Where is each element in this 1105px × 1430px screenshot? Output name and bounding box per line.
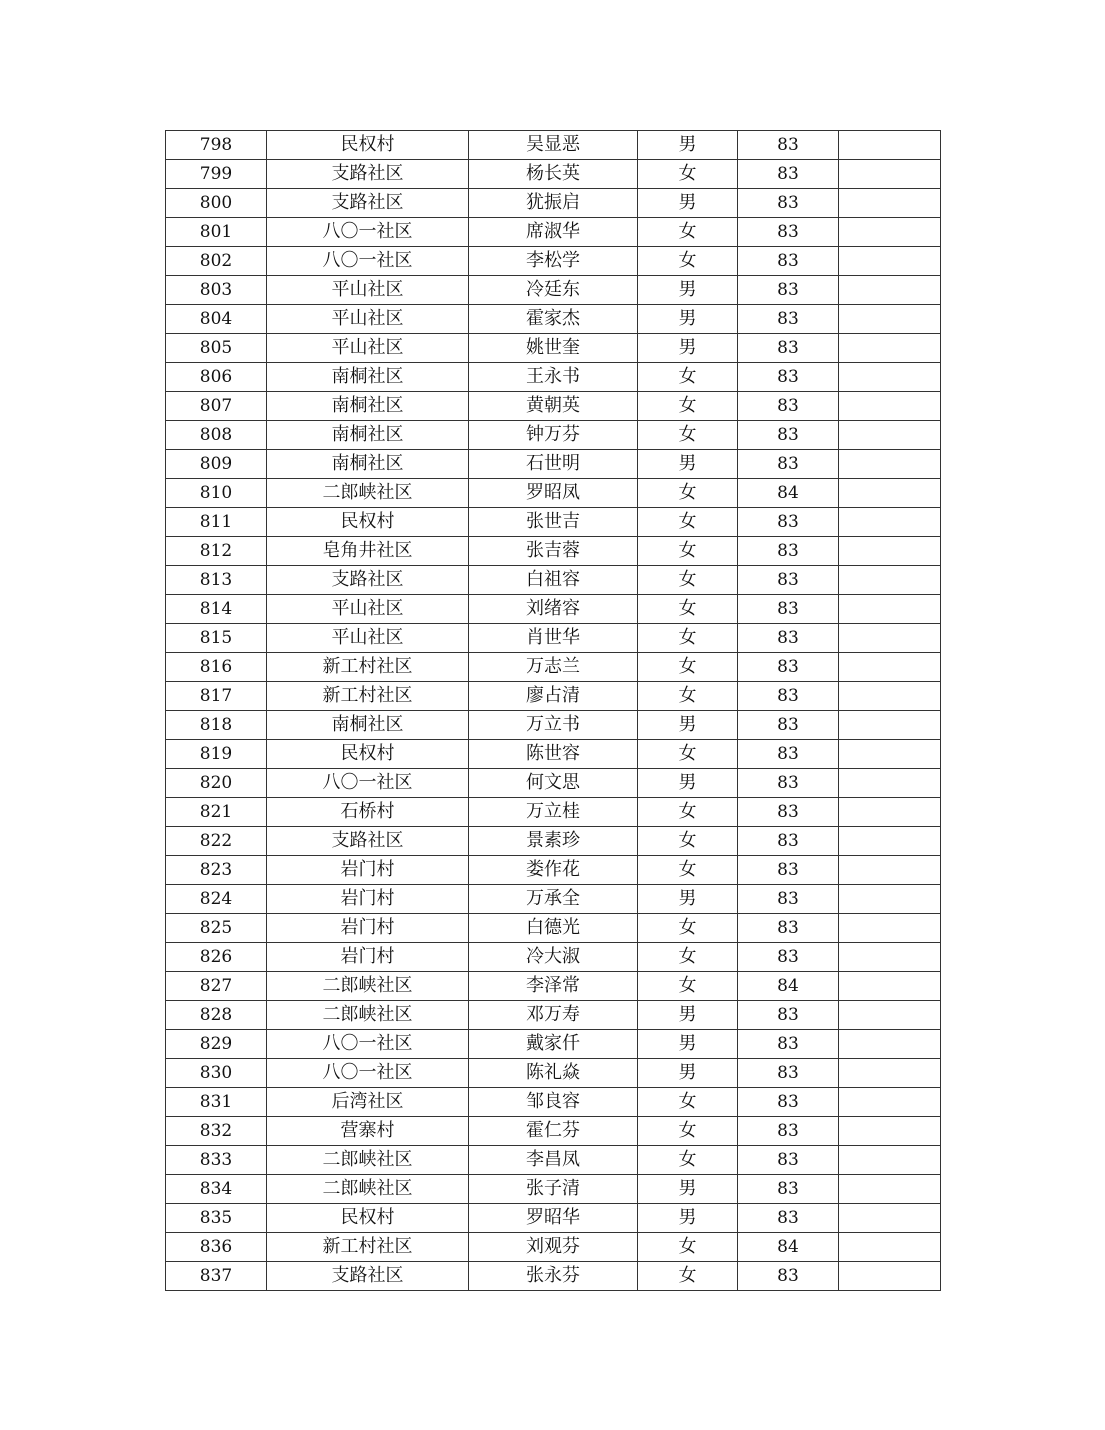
- cell-person-name: 霍家杰: [469, 305, 638, 334]
- cell-serial-number: 822: [166, 827, 267, 856]
- cell-person-name: 何文思: [469, 769, 638, 798]
- cell-age: 83: [738, 334, 839, 363]
- cell-gender: 男: [638, 276, 738, 305]
- cell-gender: 男: [638, 1059, 738, 1088]
- cell-community: 皂角井社区: [267, 537, 469, 566]
- cell-age: 83: [738, 218, 839, 247]
- table-row: [166, 218, 941, 247]
- cell-person-name: 吴显恶: [469, 131, 638, 160]
- cell-person-name: 万立书: [469, 711, 638, 740]
- cell-serial-number: 833: [166, 1146, 267, 1175]
- cell-person-name: 李昌凤: [469, 1146, 638, 1175]
- cell-age: 83: [738, 450, 839, 479]
- cell-age: 83: [738, 1117, 839, 1146]
- cell-remark: [839, 392, 941, 421]
- table-row: [166, 624, 941, 653]
- cell-age: 83: [738, 1030, 839, 1059]
- cell-serial-number: 802: [166, 247, 267, 276]
- cell-remark: [839, 711, 941, 740]
- cell-person-name: 景素珍: [469, 827, 638, 856]
- cell-remark: [839, 740, 941, 769]
- cell-gender: 女: [638, 508, 738, 537]
- cell-serial-number: 816: [166, 653, 267, 682]
- cell-remark: [839, 247, 941, 276]
- table-row: [166, 885, 941, 914]
- cell-serial-number: 815: [166, 624, 267, 653]
- table-row: [166, 1204, 941, 1233]
- cell-gender: 男: [638, 1204, 738, 1233]
- cell-serial-number: 799: [166, 160, 267, 189]
- table-row: [166, 450, 941, 479]
- cell-serial-number: 805: [166, 334, 267, 363]
- cell-community: 民权村: [267, 131, 469, 160]
- roster-table-body: [166, 131, 941, 1291]
- cell-community: 新工村社区: [267, 682, 469, 711]
- cell-person-name: 石世明: [469, 450, 638, 479]
- cell-community: 二郎峡社区: [267, 1175, 469, 1204]
- cell-age: 84: [738, 972, 839, 1001]
- cell-remark: [839, 624, 941, 653]
- cell-remark: [839, 653, 941, 682]
- table-row: [166, 1001, 941, 1030]
- table-row: [166, 653, 941, 682]
- cell-age: 83: [738, 769, 839, 798]
- cell-remark: [839, 537, 941, 566]
- cell-person-name: 邹良容: [469, 1088, 638, 1117]
- cell-age: 83: [738, 798, 839, 827]
- cell-gender: 女: [638, 856, 738, 885]
- cell-gender: 女: [638, 1233, 738, 1262]
- cell-serial-number: 834: [166, 1175, 267, 1204]
- cell-gender: 女: [638, 972, 738, 1001]
- table-row: [166, 247, 941, 276]
- cell-serial-number: 814: [166, 595, 267, 624]
- cell-person-name: 黄朝英: [469, 392, 638, 421]
- table-row: [166, 769, 941, 798]
- cell-community: 二郎峡社区: [267, 972, 469, 1001]
- cell-age: 83: [738, 682, 839, 711]
- cell-gender: 女: [638, 827, 738, 856]
- cell-remark: [839, 682, 941, 711]
- table-row: [166, 740, 941, 769]
- cell-community: 支路社区: [267, 1262, 469, 1291]
- table-row: [166, 711, 941, 740]
- table-row: [166, 914, 941, 943]
- cell-gender: 男: [638, 131, 738, 160]
- cell-remark: [839, 334, 941, 363]
- table-row: [166, 1146, 941, 1175]
- table-row: [166, 189, 941, 218]
- cell-person-name: 张子清: [469, 1175, 638, 1204]
- cell-age: 83: [738, 653, 839, 682]
- cell-serial-number: 826: [166, 943, 267, 972]
- table-row: [166, 537, 941, 566]
- cell-community: 南桐社区: [267, 450, 469, 479]
- cell-age: 83: [738, 1204, 839, 1233]
- cell-community: 平山社区: [267, 305, 469, 334]
- cell-age: 83: [738, 827, 839, 856]
- cell-community: 支路社区: [267, 566, 469, 595]
- cell-community: 支路社区: [267, 189, 469, 218]
- cell-community: 民权村: [267, 1204, 469, 1233]
- cell-remark: [839, 856, 941, 885]
- cell-gender: 女: [638, 595, 738, 624]
- cell-gender: 男: [638, 1030, 738, 1059]
- cell-remark: [839, 885, 941, 914]
- cell-remark: [839, 508, 941, 537]
- cell-community: 八〇一社区: [267, 247, 469, 276]
- cell-serial-number: 813: [166, 566, 267, 595]
- cell-serial-number: 828: [166, 1001, 267, 1030]
- cell-serial-number: 831: [166, 1088, 267, 1117]
- cell-serial-number: 804: [166, 305, 267, 334]
- table-row: [166, 131, 941, 160]
- cell-person-name: 李松学: [469, 247, 638, 276]
- cell-community: 岩门村: [267, 943, 469, 972]
- cell-age: 84: [738, 479, 839, 508]
- roster-table: [165, 130, 941, 1291]
- cell-gender: 女: [638, 914, 738, 943]
- cell-age: 83: [738, 856, 839, 885]
- cell-serial-number: 824: [166, 885, 267, 914]
- cell-serial-number: 806: [166, 363, 267, 392]
- table-row: [166, 856, 941, 885]
- cell-community: 支路社区: [267, 160, 469, 189]
- cell-person-name: 霍仁芬: [469, 1117, 638, 1146]
- cell-gender: 女: [638, 943, 738, 972]
- table-row: [166, 508, 941, 537]
- cell-age: 83: [738, 1175, 839, 1204]
- cell-age: 83: [738, 1001, 839, 1030]
- cell-gender: 女: [638, 247, 738, 276]
- cell-serial-number: 827: [166, 972, 267, 1001]
- cell-gender: 女: [638, 1262, 738, 1291]
- cell-gender: 男: [638, 334, 738, 363]
- cell-remark: [839, 595, 941, 624]
- cell-serial-number: 817: [166, 682, 267, 711]
- table-row: [166, 1175, 941, 1204]
- cell-person-name: 万志兰: [469, 653, 638, 682]
- table-row: [166, 160, 941, 189]
- cell-age: 83: [738, 624, 839, 653]
- cell-person-name: 罗昭华: [469, 1204, 638, 1233]
- cell-gender: 女: [638, 740, 738, 769]
- cell-gender: 男: [638, 1175, 738, 1204]
- cell-serial-number: 807: [166, 392, 267, 421]
- cell-gender: 女: [638, 160, 738, 189]
- table-row: [166, 595, 941, 624]
- cell-remark: [839, 798, 941, 827]
- cell-gender: 女: [638, 566, 738, 595]
- cell-serial-number: 809: [166, 450, 267, 479]
- cell-community: 新工村社区: [267, 1233, 469, 1262]
- cell-gender: 男: [638, 1001, 738, 1030]
- table-row: [166, 827, 941, 856]
- cell-remark: [839, 1233, 941, 1262]
- cell-remark: [839, 943, 941, 972]
- cell-person-name: 戴家仟: [469, 1030, 638, 1059]
- cell-community: 南桐社区: [267, 392, 469, 421]
- cell-community: 营寨村: [267, 1117, 469, 1146]
- cell-gender: 男: [638, 769, 738, 798]
- cell-person-name: 白祖容: [469, 566, 638, 595]
- cell-age: 83: [738, 1088, 839, 1117]
- cell-person-name: 廖占清: [469, 682, 638, 711]
- cell-serial-number: 823: [166, 856, 267, 885]
- cell-person-name: 张吉蓉: [469, 537, 638, 566]
- cell-community: 新工村社区: [267, 653, 469, 682]
- cell-gender: 女: [638, 537, 738, 566]
- cell-remark: [839, 363, 941, 392]
- cell-serial-number: 836: [166, 1233, 267, 1262]
- cell-remark: [839, 189, 941, 218]
- cell-serial-number: 825: [166, 914, 267, 943]
- cell-remark: [839, 1175, 941, 1204]
- cell-community: 岩门村: [267, 856, 469, 885]
- cell-serial-number: 818: [166, 711, 267, 740]
- cell-age: 83: [738, 885, 839, 914]
- cell-gender: 女: [638, 624, 738, 653]
- cell-serial-number: 798: [166, 131, 267, 160]
- cell-remark: [839, 131, 941, 160]
- cell-community: 平山社区: [267, 595, 469, 624]
- cell-gender: 女: [638, 363, 738, 392]
- cell-remark: [839, 1030, 941, 1059]
- cell-serial-number: 835: [166, 1204, 267, 1233]
- cell-age: 83: [738, 392, 839, 421]
- cell-serial-number: 819: [166, 740, 267, 769]
- cell-community: 二郎峡社区: [267, 1001, 469, 1030]
- cell-person-name: 娄作花: [469, 856, 638, 885]
- cell-person-name: 钟万芬: [469, 421, 638, 450]
- table-row: [166, 1030, 941, 1059]
- cell-remark: [839, 827, 941, 856]
- cell-age: 83: [738, 566, 839, 595]
- cell-community: 八〇一社区: [267, 1059, 469, 1088]
- cell-gender: 女: [638, 218, 738, 247]
- cell-remark: [839, 218, 941, 247]
- cell-person-name: 冷大淑: [469, 943, 638, 972]
- table-row: [166, 798, 941, 827]
- cell-age: 83: [738, 595, 839, 624]
- cell-gender: 男: [638, 885, 738, 914]
- cell-age: 83: [738, 131, 839, 160]
- cell-age: 84: [738, 1233, 839, 1262]
- cell-community: 南桐社区: [267, 711, 469, 740]
- table-row: [166, 566, 941, 595]
- cell-gender: 男: [638, 450, 738, 479]
- table-row: [166, 1088, 941, 1117]
- cell-remark: [839, 450, 941, 479]
- cell-age: 83: [738, 160, 839, 189]
- cell-remark: [839, 305, 941, 334]
- cell-community: 八〇一社区: [267, 769, 469, 798]
- cell-community: 支路社区: [267, 827, 469, 856]
- cell-person-name: 陈世容: [469, 740, 638, 769]
- cell-serial-number: 830: [166, 1059, 267, 1088]
- cell-remark: [839, 1088, 941, 1117]
- cell-gender: 女: [638, 421, 738, 450]
- cell-person-name: 刘绪容: [469, 595, 638, 624]
- table-row: [166, 1262, 941, 1291]
- cell-serial-number: 811: [166, 508, 267, 537]
- cell-age: 83: [738, 537, 839, 566]
- table-row: [166, 276, 941, 305]
- cell-remark: [839, 769, 941, 798]
- cell-age: 83: [738, 943, 839, 972]
- cell-gender: 男: [638, 305, 738, 334]
- table-row: [166, 479, 941, 508]
- cell-gender: 男: [638, 189, 738, 218]
- table-row: [166, 943, 941, 972]
- cell-person-name: 张永芬: [469, 1262, 638, 1291]
- cell-person-name: 冷廷东: [469, 276, 638, 305]
- cell-remark: [839, 1059, 941, 1088]
- cell-serial-number: 829: [166, 1030, 267, 1059]
- cell-serial-number: 837: [166, 1262, 267, 1291]
- cell-person-name: 罗昭凤: [469, 479, 638, 508]
- cell-person-name: 李泽常: [469, 972, 638, 1001]
- table-row: [166, 1059, 941, 1088]
- cell-serial-number: 832: [166, 1117, 267, 1146]
- table-row: [166, 682, 941, 711]
- cell-community: 民权村: [267, 508, 469, 537]
- cell-person-name: 邓万寿: [469, 1001, 638, 1030]
- table-row: [166, 392, 941, 421]
- cell-remark: [839, 276, 941, 305]
- cell-remark: [839, 566, 941, 595]
- cell-community: 石桥村: [267, 798, 469, 827]
- cell-age: 83: [738, 711, 839, 740]
- cell-remark: [839, 421, 941, 450]
- cell-person-name: 万承全: [469, 885, 638, 914]
- cell-person-name: 席淑华: [469, 218, 638, 247]
- cell-gender: 女: [638, 1117, 738, 1146]
- cell-person-name: 陈礼焱: [469, 1059, 638, 1088]
- cell-gender: 女: [638, 653, 738, 682]
- cell-age: 83: [738, 740, 839, 769]
- cell-age: 83: [738, 1146, 839, 1175]
- cell-age: 83: [738, 189, 839, 218]
- cell-person-name: 杨长英: [469, 160, 638, 189]
- cell-remark: [839, 914, 941, 943]
- cell-gender: 男: [638, 711, 738, 740]
- cell-serial-number: 801: [166, 218, 267, 247]
- cell-age: 83: [738, 363, 839, 392]
- cell-gender: 女: [638, 1088, 738, 1117]
- cell-person-name: 王永书: [469, 363, 638, 392]
- cell-person-name: 犹振启: [469, 189, 638, 218]
- cell-community: 后湾社区: [267, 1088, 469, 1117]
- cell-serial-number: 821: [166, 798, 267, 827]
- table-row: [166, 1117, 941, 1146]
- cell-remark: [839, 1204, 941, 1233]
- cell-serial-number: 800: [166, 189, 267, 218]
- cell-community: 二郎峡社区: [267, 479, 469, 508]
- table-row: [166, 305, 941, 334]
- cell-remark: [839, 972, 941, 1001]
- table-row: [166, 972, 941, 1001]
- cell-gender: 女: [638, 798, 738, 827]
- cell-community: 岩门村: [267, 914, 469, 943]
- cell-remark: [839, 1262, 941, 1291]
- cell-gender: 女: [638, 682, 738, 711]
- cell-person-name: 白德光: [469, 914, 638, 943]
- cell-age: 83: [738, 508, 839, 537]
- cell-person-name: 姚世奎: [469, 334, 638, 363]
- table-row: [166, 334, 941, 363]
- cell-community: 平山社区: [267, 624, 469, 653]
- cell-community: 岩门村: [267, 885, 469, 914]
- cell-remark: [839, 1146, 941, 1175]
- cell-remark: [839, 1001, 941, 1030]
- cell-serial-number: 810: [166, 479, 267, 508]
- cell-age: 83: [738, 247, 839, 276]
- cell-person-name: 张世吉: [469, 508, 638, 537]
- cell-community: 平山社区: [267, 334, 469, 363]
- cell-serial-number: 808: [166, 421, 267, 450]
- cell-person-name: 万立桂: [469, 798, 638, 827]
- cell-community: 八〇一社区: [267, 1030, 469, 1059]
- cell-remark: [839, 479, 941, 508]
- cell-gender: 女: [638, 392, 738, 421]
- table-row: [166, 1233, 941, 1262]
- cell-age: 83: [738, 1059, 839, 1088]
- cell-gender: 女: [638, 1146, 738, 1175]
- cell-age: 83: [738, 421, 839, 450]
- cell-community: 民权村: [267, 740, 469, 769]
- cell-age: 83: [738, 1262, 839, 1291]
- cell-gender: 女: [638, 479, 738, 508]
- table-row: [166, 421, 941, 450]
- cell-remark: [839, 1117, 941, 1146]
- cell-age: 83: [738, 276, 839, 305]
- cell-community: 平山社区: [267, 276, 469, 305]
- cell-remark: [839, 160, 941, 189]
- cell-person-name: 刘观芬: [469, 1233, 638, 1262]
- cell-person-name: 肖世华: [469, 624, 638, 653]
- cell-serial-number: 803: [166, 276, 267, 305]
- cell-age: 83: [738, 914, 839, 943]
- cell-community: 南桐社区: [267, 421, 469, 450]
- cell-community: 八〇一社区: [267, 218, 469, 247]
- cell-age: 83: [738, 305, 839, 334]
- cell-community: 二郎峡社区: [267, 1146, 469, 1175]
- cell-serial-number: 820: [166, 769, 267, 798]
- table-row: [166, 363, 941, 392]
- cell-community: 南桐社区: [267, 363, 469, 392]
- cell-serial-number: 812: [166, 537, 267, 566]
